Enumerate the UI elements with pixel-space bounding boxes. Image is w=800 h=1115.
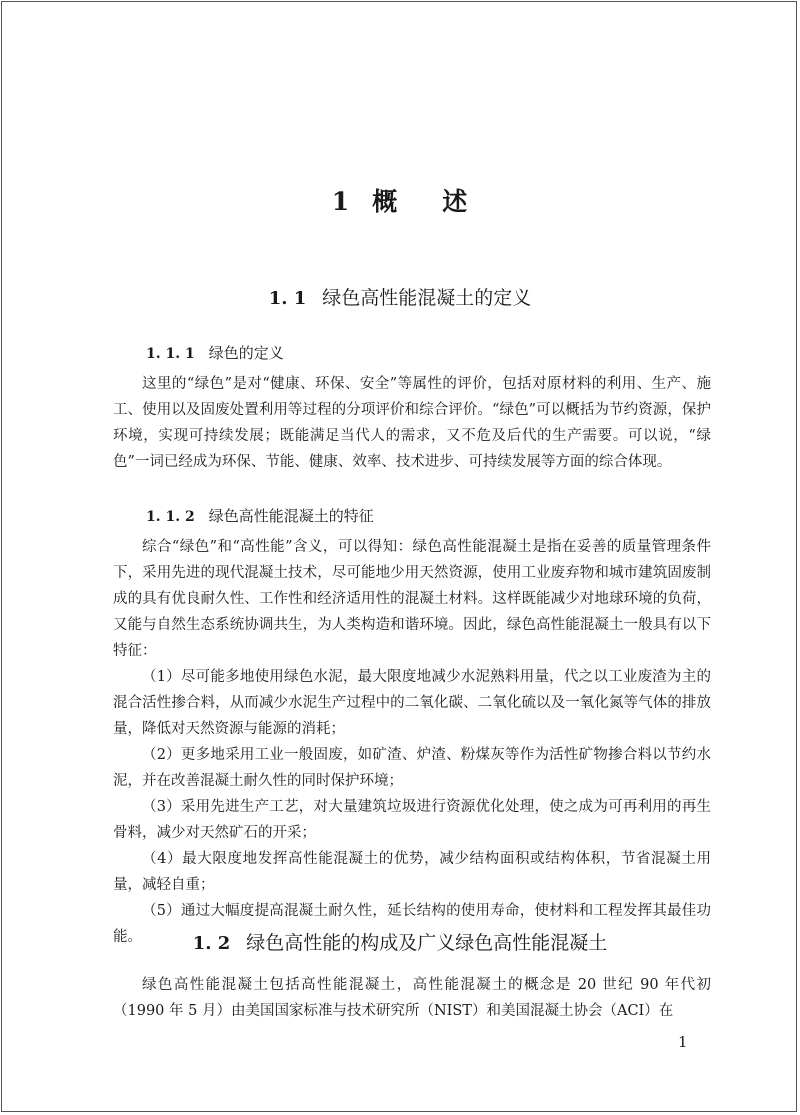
- list-item-5: （5）通过大幅度提高混凝土耐久性，延长结构的使用寿命，使材料和工程发挥其最佳功能。: [113, 903, 711, 945]
- subsection-title: 绿色高性能混凝土的特征: [208, 507, 374, 525]
- chapter-title-part2: 述: [442, 187, 469, 216]
- section-number: 1. 1: [268, 288, 307, 309]
- section-heading-1-1: [0, 283, 800, 310]
- subsection-heading-1-1-2: [146, 505, 374, 526]
- list-item-1: （1）尽可能多地使用绿色水泥，最大限度地减少水泥熟料用量，代之以工业废渣为主的混合活性掺合料，从而减少水泥生产过程中的二氧化碳、二氧化硫以及一氧化氮等气体的排放量，降低对天然资源与能源的消耗；: [113, 669, 711, 737]
- subsection-number: 1. 1. 1: [146, 346, 195, 362]
- subsection-number: 1. 1. 2: [146, 509, 195, 525]
- chapter-number: 1: [331, 187, 351, 216]
- paragraph-green-definition: 这里的“绿色”是对“健康、环保、安全”等属性的评价，包括对原材料的利用、生产、施工、使用以及固废处置利用等过程的分项评价和综合评价。“绿色”可以概括为节约资源，保护环境，实现可持续发展；既能满足当代人的需求，又不危及后代的生产需要。可以说，“绿色”一词已经成为环保、节能、健康、效率、技术进步、可持续发展等方面的综合体现。: [113, 376, 711, 470]
- section-number: 1. 2: [192, 933, 231, 954]
- section-title: 绿色高性能的构成及广义绿色高性能混凝土: [246, 932, 608, 954]
- section-title: 绿色高性能混凝土的定义: [322, 287, 532, 309]
- page-number: 1: [678, 1033, 688, 1051]
- list-item-4: （4）最大限度地发挥高性能混凝土的优势，减少结构面积或结构体积，节省混凝土用量，减轻自重；: [113, 851, 711, 893]
- subsection-heading-1-1-1: [146, 342, 284, 363]
- subsection-title: 绿色的定义: [208, 344, 284, 362]
- paragraph-features-intro: 综合“绿色”和“高性能”含义，可以得知：绿色高性能混凝土是指在妥善的质量管理条件下，采用先进的现代混凝土技术，尽可能地少用天然资源，使用工业废弃物和城市建筑固废制成的具有优良耐久性、工作性和经济适用性的混凝土材料。这样既能减少对地球环境的负荷，又能与自然生态系统协调共生，为人类构造和谐环境。因此，绿色高性能混凝土一般具有以下特征：: [113, 539, 711, 659]
- section-heading-1-2: [0, 928, 800, 955]
- chapter-title-part1: 概: [372, 187, 399, 216]
- list-item-3: （3）采用先进生产工艺，对大量建筑垃圾进行资源优化处理，使之成为可再利用的再生骨料，减少对天然矿石的开采；: [113, 799, 711, 841]
- list-item-2: （2）更多地采用工业一般固废，如矿渣、炉渣、粉煤灰等作为活性矿物掺合料以节约水泥，并在改善混凝土耐久性的同时保护环境；: [113, 747, 711, 789]
- paragraph-section-1-2: 绿色高性能混凝土包括高性能混凝土，高性能混凝土的概念是 20 世纪 90 年代初（1990 年 5 月）由美国国家标准与技术研究所（NIST）和美国混凝土协会（ACI）在: [113, 977, 711, 1019]
- chapter-title: [0, 182, 800, 218]
